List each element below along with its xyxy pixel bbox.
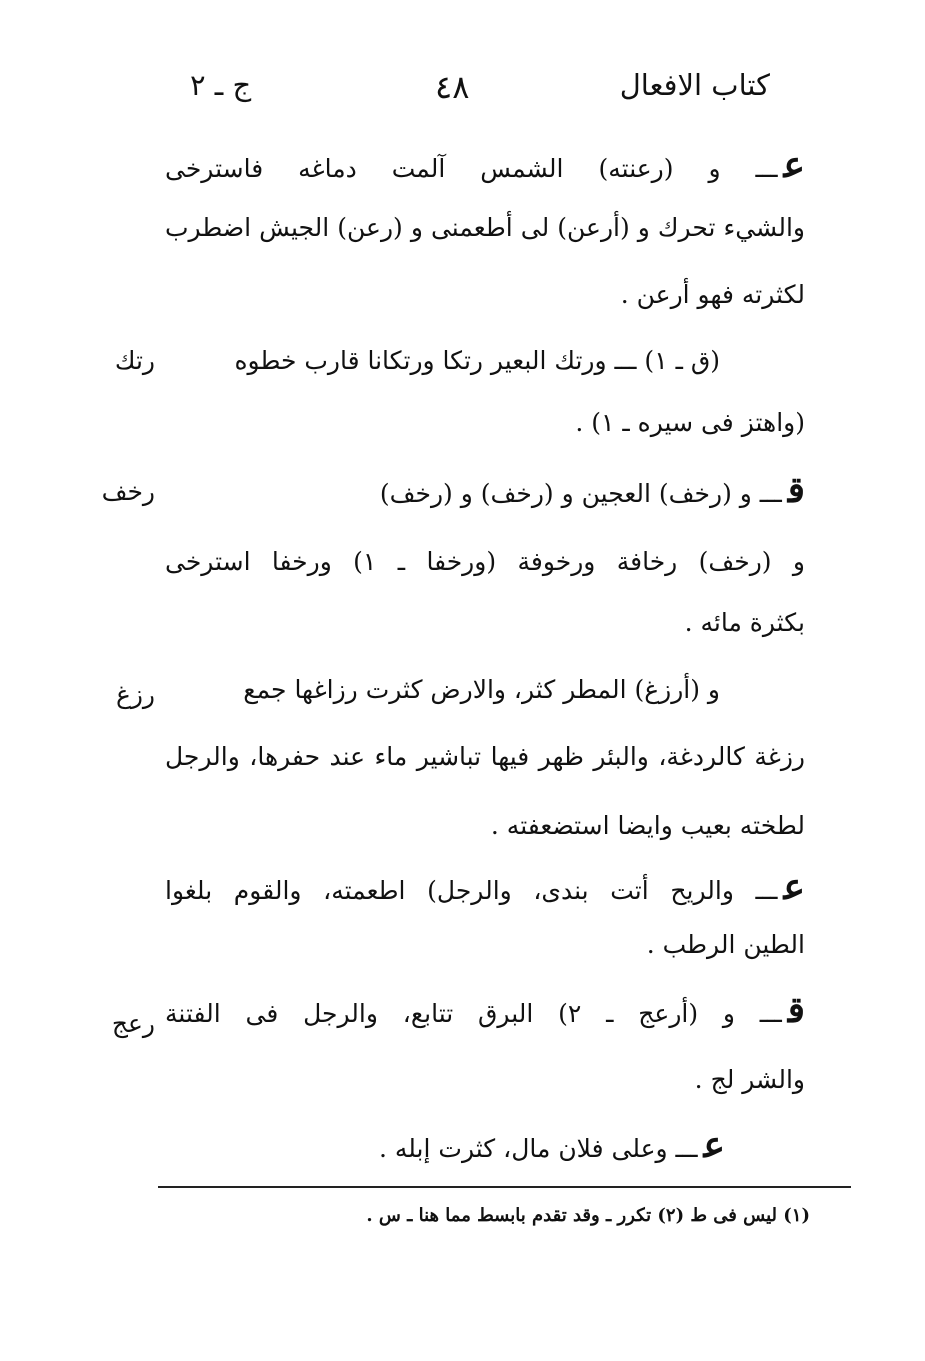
entry-line bbox=[165, 806, 805, 846]
entry-line bbox=[165, 403, 805, 443]
entry-line bbox=[165, 470, 805, 514]
entry-line bbox=[165, 145, 805, 189]
entry-text: ـــ والريح أتت بندى، والرجل) اطعمته، والقوم بلغوا bbox=[165, 876, 778, 905]
entry-text: ـــ و (أرعج ـ ٢) البرق تتابع، والرجل فى الفتنة bbox=[165, 999, 782, 1028]
entry-text: و (أرزغ) المطر كثر، والارض كثرت رزاغها جمع bbox=[243, 675, 720, 704]
margin-root: رتك bbox=[114, 346, 155, 375]
entry-text: رزغة كالردغة، والبئر ظهر فيها تباشير ماء عند حفرها، والرجل bbox=[165, 742, 805, 771]
entry-line bbox=[165, 275, 805, 315]
page-number: ٤٨ bbox=[435, 68, 470, 106]
entry-text: لكثرته فهو أرعن . bbox=[620, 280, 805, 309]
entry-text: لطخته بعيب وايضا استضعفته . bbox=[490, 811, 805, 840]
source-marker: ع bbox=[783, 866, 805, 908]
entry-line bbox=[165, 867, 805, 911]
entry-text: و (رخف) رخافة ورخوفة (ورخفا ـ ١) ورخفا استرخى bbox=[165, 547, 805, 576]
volume-number: ج ـ ٢ bbox=[190, 68, 252, 102]
entry-line bbox=[165, 990, 805, 1034]
margin-root: رعج bbox=[111, 1009, 155, 1038]
entry-line bbox=[165, 208, 805, 248]
entry-text: ـــ و (رخف) العجين و (رخف) و (رخف) bbox=[379, 479, 782, 508]
entry-line bbox=[165, 1125, 725, 1169]
entry-text: والشيء تحرك و (أرعن) لى أطعمنى و (رعن) الجيش اضطرب bbox=[165, 213, 805, 242]
source-marker: ع bbox=[703, 1124, 725, 1166]
margin-root: رخف bbox=[101, 477, 155, 506]
footnote: (١) ليس فى ط (٢) تكرر ـ وقد تقدم بابسط مما هنا ـ س . bbox=[366, 1205, 810, 1226]
entry-text: والشر لج . bbox=[694, 1065, 805, 1094]
entry-text: الطين الرطب . bbox=[646, 930, 805, 959]
entry-text: (واهتز فى سيره ـ ١) . bbox=[575, 408, 805, 437]
entry-text: ـــ و (رعنته) الشمس آلمت دماغه فاسترخى bbox=[165, 154, 778, 183]
margin-root: رزغ bbox=[115, 680, 155, 709]
book-title: كتاب الافعال bbox=[619, 68, 770, 102]
source-marker: ق bbox=[787, 989, 806, 1031]
entry-line bbox=[165, 925, 805, 965]
source-marker: ع bbox=[783, 144, 805, 186]
entry-line bbox=[165, 1060, 805, 1100]
entry-line bbox=[165, 737, 805, 777]
entry-text: ـــ وعلى فلان مال، كثرت إبله . bbox=[378, 1134, 698, 1163]
entry-text: (ق ـ ١) ـــ ورتك البعير رتكا ورتكانا قارب خطوه bbox=[234, 346, 720, 375]
page-header bbox=[150, 68, 770, 118]
entry-line bbox=[165, 670, 720, 710]
entry-text: بكثرة مائه . bbox=[684, 608, 805, 637]
entry-line bbox=[165, 542, 805, 582]
entry-line bbox=[165, 603, 805, 643]
source-marker: ق bbox=[787, 469, 805, 511]
entry-line bbox=[165, 341, 720, 381]
footnote-divider bbox=[158, 1186, 851, 1188]
